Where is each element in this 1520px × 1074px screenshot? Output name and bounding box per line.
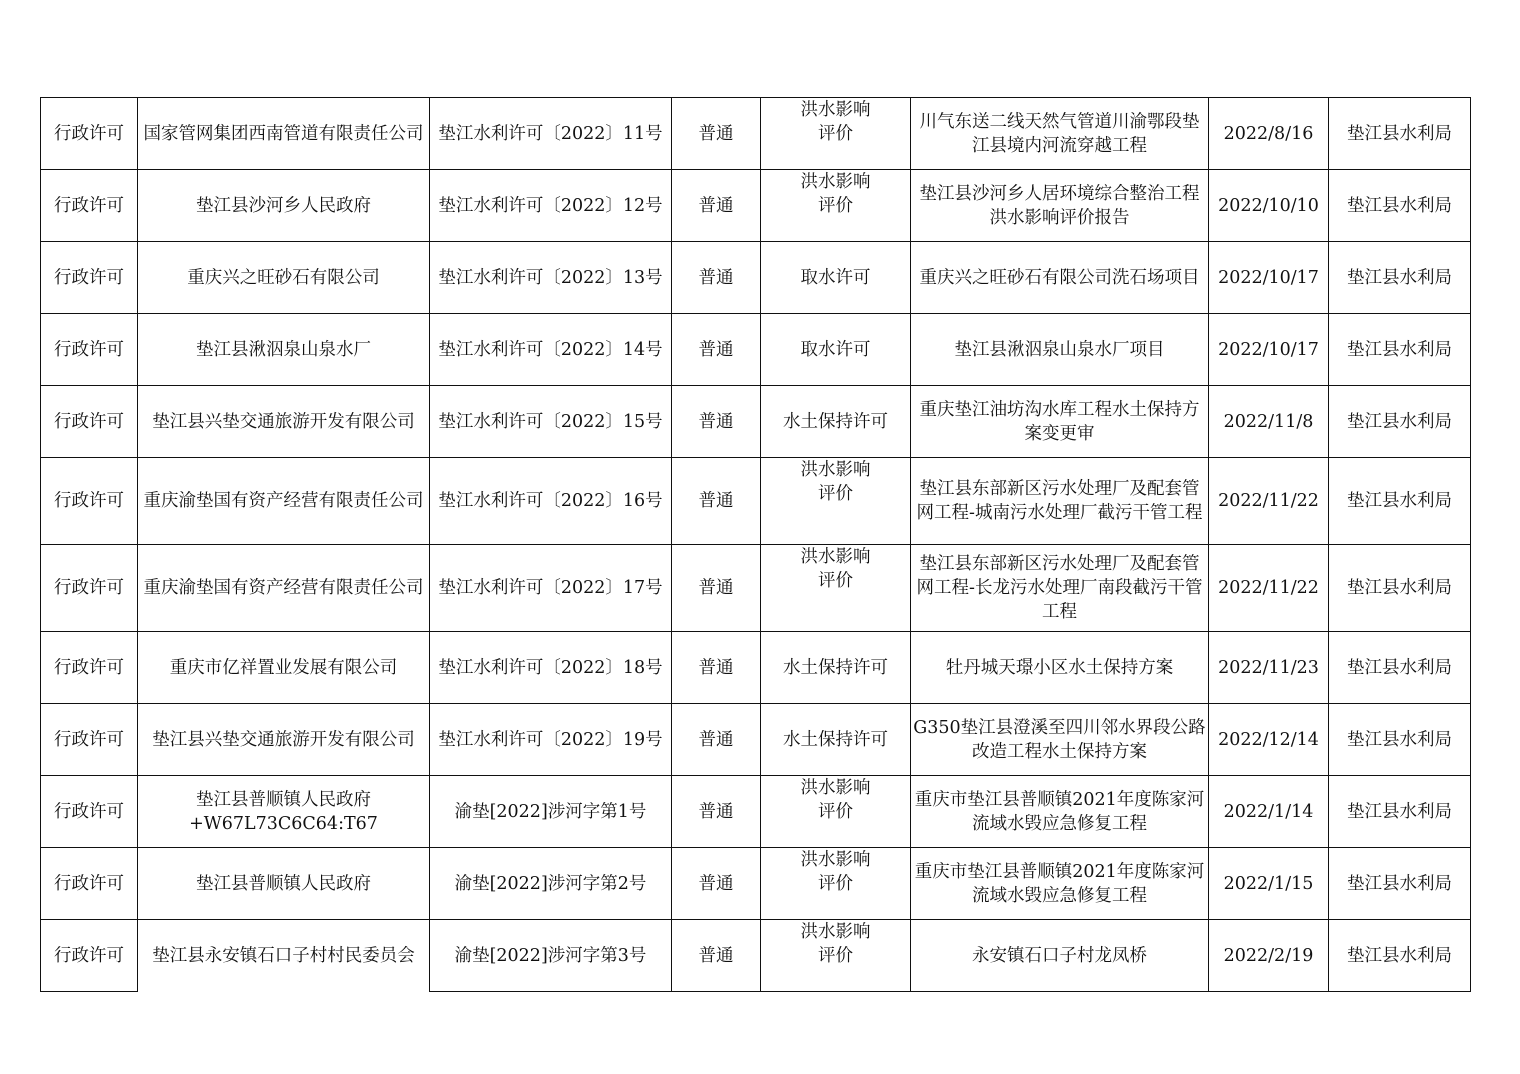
type-cell [41, 242, 138, 314]
item-cell [761, 170, 911, 242]
item-cell [761, 386, 911, 458]
date-text: 2022/11/8 [1223, 411, 1314, 432]
type-text: 行政许可 [54, 578, 124, 598]
type-text: 行政许可 [54, 339, 124, 360]
doc-number-text: 垫江水利许可〔2022〕11号 [438, 123, 663, 144]
item-cell [761, 98, 911, 170]
category-text: 普通 [698, 801, 734, 822]
project-text: 垫江县东部新区污水处理厂及配套管网工程-长龙污水处理厂南段截污干管工程 [916, 554, 1203, 622]
type-cell [41, 545, 138, 632]
date-text: 2022/10/17 [1218, 267, 1319, 288]
doc-number-text: 垫江水利许可〔2022〕13号 [438, 267, 663, 288]
project-text: 重庆市垫江县普顺镇2021年度陈家河流域水毁应急修复工程 [914, 861, 1205, 906]
category-cell [672, 704, 761, 776]
item-cell [761, 314, 911, 386]
authority-cell [1329, 704, 1471, 776]
table-row [41, 314, 1471, 386]
item-cell [761, 545, 911, 632]
doc-number-cell [430, 314, 672, 386]
category-text: 普通 [698, 195, 734, 216]
doc-number-cell [430, 458, 672, 545]
category-cell [672, 314, 761, 386]
category-cell [672, 848, 761, 920]
category-text: 普通 [698, 267, 734, 288]
date-text: 2022/2/19 [1223, 945, 1314, 966]
applicant-text: 垫江县永安镇石口子村村民委员会 [152, 945, 415, 966]
applicant-cell [138, 170, 430, 242]
table-row [41, 776, 1471, 848]
category-text: 普通 [698, 873, 734, 894]
authority-text: 垫江县水利局 [1347, 411, 1452, 432]
doc-number-cell [430, 170, 672, 242]
category-cell [672, 920, 761, 992]
date-cell [1209, 632, 1329, 704]
doc-number-text: 垫江水利许可〔2022〕16号 [438, 491, 663, 511]
applicant-text: 垫江县兴垫交通旅游开发有限公司 [152, 411, 415, 432]
doc-number-cell [430, 632, 672, 704]
date-cell [1209, 386, 1329, 458]
doc-number-text: 垫江水利许可〔2022〕18号 [438, 657, 663, 678]
category-cell [672, 632, 761, 704]
doc-number-cell [430, 848, 672, 920]
table-row [41, 170, 1471, 242]
category-text: 普通 [698, 945, 734, 966]
date-text: 2022/11/22 [1218, 578, 1319, 598]
authority-text: 垫江县水利局 [1347, 729, 1452, 750]
authority-cell [1329, 632, 1471, 704]
authority-text: 垫江县水利局 [1347, 945, 1452, 966]
project-cell [911, 314, 1209, 386]
project-text: 重庆垫江油坊沟水库工程水土保持方案变更审 [919, 399, 1200, 444]
date-text: 2022/1/14 [1223, 801, 1314, 822]
project-text: 牡丹城天璟小区水土保持方案 [945, 657, 1174, 678]
type-text: 行政许可 [54, 411, 124, 432]
applicant-text: 垫江县普顺镇人民政府 [196, 873, 371, 894]
authority-text: 垫江县水利局 [1347, 657, 1452, 678]
table-row [41, 848, 1471, 920]
project-text: 垫江县东部新区污水处理厂及配套管网工程-城南污水处理厂截污干管工程 [916, 479, 1203, 523]
project-text: 川气东送二线天然气管道川渝鄂段垫江县境内河流穿越工程 [919, 111, 1200, 156]
item-cell [761, 704, 911, 776]
date-cell [1209, 545, 1329, 632]
date-cell [1209, 242, 1329, 314]
type-cell [41, 314, 138, 386]
doc-number-cell [430, 704, 672, 776]
doc-number-text: 垫江水利许可〔2022〕12号 [438, 195, 663, 216]
project-cell [911, 704, 1209, 776]
item-text: 水土保持许可 [783, 657, 888, 678]
permit-table [40, 97, 1471, 992]
type-text: 行政许可 [54, 657, 124, 678]
category-text: 普通 [698, 339, 734, 360]
authority-text: 垫江县水利局 [1347, 491, 1452, 511]
authority-cell [1329, 920, 1471, 992]
applicant-text: 垫江县沙河乡人民政府 [196, 195, 371, 216]
doc-number-text: 渝垫[2022]涉河字第2号 [454, 873, 647, 894]
doc-number-text: 垫江水利许可〔2022〕14号 [438, 339, 663, 360]
type-text: 行政许可 [54, 195, 124, 216]
table-row [41, 632, 1471, 704]
authority-cell [1329, 545, 1471, 632]
project-cell [911, 458, 1209, 545]
applicant-text: 重庆兴之旺砂石有限公司 [187, 267, 380, 288]
category-text: 普通 [698, 729, 734, 750]
type-cell [41, 458, 138, 545]
type-text: 行政许可 [54, 491, 124, 511]
project-text: G350垫江县澄溪至四川邻水界段公路改造工程水土保持方案 [913, 717, 1206, 762]
date-cell [1209, 704, 1329, 776]
applicant-text: 垫江县兴垫交通旅游开发有限公司 [152, 729, 415, 750]
type-text: 行政许可 [54, 873, 124, 894]
item-cell [761, 458, 911, 545]
project-cell [911, 776, 1209, 848]
applicant-text: 重庆渝垫国有资产经营有限责任公司 [143, 491, 424, 511]
category-text: 普通 [698, 657, 734, 678]
project-cell [911, 545, 1209, 632]
project-cell [911, 386, 1209, 458]
project-text: 重庆市垫江县普顺镇2021年度陈家河流域水毁应急修复工程 [914, 789, 1205, 834]
date-text: 2022/11/22 [1218, 491, 1319, 511]
item-cell [761, 242, 911, 314]
table-row [41, 386, 1471, 458]
authority-cell [1329, 170, 1471, 242]
table-row [41, 98, 1471, 170]
applicant-cell [138, 920, 430, 992]
type-cell [41, 632, 138, 704]
category-text: 普通 [698, 123, 734, 144]
date-cell [1209, 848, 1329, 920]
category-cell [672, 458, 761, 545]
authority-cell [1329, 98, 1471, 170]
applicant-cell [138, 98, 430, 170]
doc-number-cell [430, 545, 672, 632]
doc-number-cell [430, 920, 672, 992]
project-text: 垫江县湫泅泉山泉水厂项目 [954, 339, 1165, 360]
type-text: 行政许可 [54, 123, 124, 144]
item-text: 洪水影响评价 [800, 172, 871, 216]
applicant-text: 垫江县湫泅泉山泉水厂 [196, 339, 371, 360]
applicant-cell [138, 848, 430, 920]
authority-text: 垫江县水利局 [1347, 123, 1452, 144]
date-cell [1209, 776, 1329, 848]
doc-number-text: 渝垫[2022]涉河字第1号 [454, 801, 647, 822]
project-cell [911, 632, 1209, 704]
category-cell [672, 98, 761, 170]
date-text: 2022/12/14 [1218, 729, 1319, 750]
type-cell [41, 920, 138, 992]
project-cell [911, 242, 1209, 314]
table-row [41, 704, 1471, 776]
project-cell [911, 98, 1209, 170]
table-row [41, 920, 1471, 992]
category-text: 普通 [698, 491, 734, 511]
authority-cell [1329, 776, 1471, 848]
applicant-cell [138, 704, 430, 776]
date-cell [1209, 314, 1329, 386]
doc-number-text: 垫江水利许可〔2022〕17号 [438, 578, 663, 598]
applicant-text: 重庆市亿祥置业发展有限公司 [169, 657, 398, 678]
type-text: 行政许可 [54, 945, 124, 966]
item-text: 取水许可 [800, 339, 871, 360]
type-cell [41, 704, 138, 776]
category-text: 普通 [698, 578, 734, 598]
item-cell [761, 920, 911, 992]
applicant-text: 国家管网集团西南管道有限责任公司 [143, 123, 424, 144]
doc-number-text: 渝垫[2022]涉河字第3号 [454, 945, 647, 966]
doc-number-text: 垫江水利许可〔2022〕15号 [438, 411, 663, 432]
type-text: 行政许可 [54, 729, 124, 750]
item-text: 洪水影响评价 [800, 922, 871, 966]
project-cell [911, 170, 1209, 242]
date-text: 2022/8/16 [1223, 123, 1314, 144]
table-row [41, 545, 1471, 632]
category-cell [672, 242, 761, 314]
item-text: 水土保持许可 [783, 411, 888, 432]
type-text: 行政许可 [54, 801, 124, 822]
table-row [41, 458, 1471, 545]
applicant-cell [138, 242, 430, 314]
type-cell [41, 848, 138, 920]
doc-number-text: 垫江水利许可〔2022〕19号 [438, 729, 663, 750]
item-text: 洪水影响评价 [800, 460, 871, 504]
authority-cell [1329, 848, 1471, 920]
item-text: 洪水影响评价 [800, 850, 871, 894]
category-cell [672, 170, 761, 242]
item-text: 洪水影响评价 [800, 547, 871, 591]
date-cell [1209, 458, 1329, 545]
item-cell [761, 632, 911, 704]
date-text: 2022/1/15 [1223, 873, 1314, 894]
type-cell [41, 776, 138, 848]
table-row [41, 242, 1471, 314]
authority-cell [1329, 386, 1471, 458]
applicant-cell [138, 314, 430, 386]
applicant-cell [138, 776, 430, 848]
authority-cell [1329, 242, 1471, 314]
type-text: 行政许可 [54, 267, 124, 288]
authority-text: 垫江县水利局 [1347, 267, 1452, 288]
applicant-cell [138, 458, 430, 545]
applicant-cell [138, 386, 430, 458]
authority-text: 垫江县水利局 [1347, 873, 1452, 894]
authority-text: 垫江县水利局 [1347, 801, 1452, 822]
item-text: 水土保持许可 [783, 729, 888, 750]
item-text: 取水许可 [800, 267, 871, 288]
project-cell [911, 848, 1209, 920]
doc-number-cell [430, 386, 672, 458]
authority-cell [1329, 458, 1471, 545]
type-cell [41, 98, 138, 170]
doc-number-cell [430, 242, 672, 314]
category-text: 普通 [698, 411, 734, 432]
category-cell [672, 386, 761, 458]
item-cell [761, 776, 911, 848]
permit-rows [41, 98, 1471, 992]
authority-cell [1329, 314, 1471, 386]
date-cell [1209, 920, 1329, 992]
project-text: 重庆兴之旺砂石有限公司洗石场项目 [919, 267, 1200, 288]
item-cell [761, 848, 911, 920]
project-text: 垫江县沙河乡人居环境综合整治工程洪水影响评价报告 [919, 183, 1200, 228]
item-text: 洪水影响评价 [800, 100, 871, 144]
type-cell [41, 170, 138, 242]
applicant-cell [138, 632, 430, 704]
project-text: 永安镇石口子村龙凤桥 [972, 945, 1147, 966]
authority-text: 垫江县水利局 [1347, 339, 1452, 360]
date-text: 2022/10/10 [1218, 195, 1319, 216]
doc-number-cell [430, 776, 672, 848]
applicant-text: 垫江县普顺镇人民政府+W67L73C6C64:T67 [189, 789, 378, 834]
item-text: 洪水影响评价 [800, 778, 871, 822]
doc-number-cell [430, 98, 672, 170]
applicant-text: 重庆渝垫国有资产经营有限责任公司 [143, 578, 424, 598]
project-cell [911, 920, 1209, 992]
applicant-cell [138, 545, 430, 632]
date-text: 2022/11/23 [1218, 657, 1319, 678]
authority-text: 垫江县水利局 [1347, 195, 1452, 216]
date-cell [1209, 170, 1329, 242]
date-text: 2022/10/17 [1218, 339, 1319, 360]
authority-text: 垫江县水利局 [1347, 578, 1452, 598]
date-cell [1209, 98, 1329, 170]
type-cell [41, 386, 138, 458]
category-cell [672, 776, 761, 848]
category-cell [672, 545, 761, 632]
